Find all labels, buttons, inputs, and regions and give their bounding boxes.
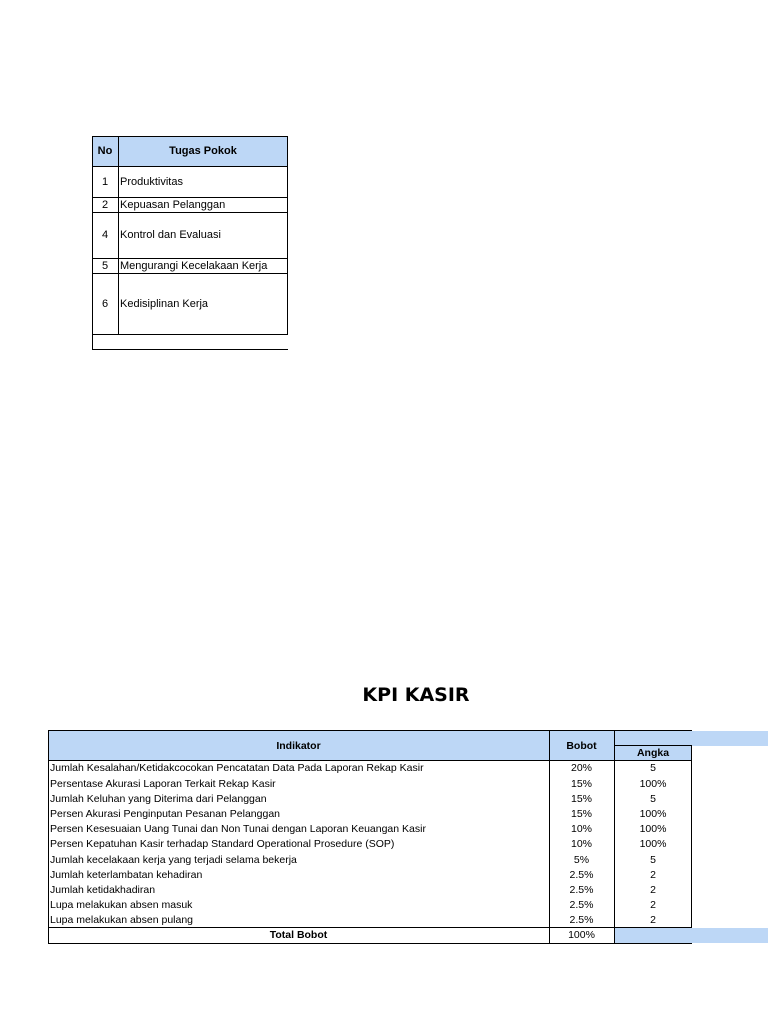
angka-cell: 100%	[639, 807, 667, 820]
bobot-cell: 2.5%	[569, 914, 594, 927]
bobot-cell: 10%	[570, 838, 592, 851]
angka-cell: 2	[650, 868, 656, 881]
row-no: 6	[101, 297, 109, 310]
indikator-cell: Jumlah Kesalahan/Ketidakcocokan Pencatatan Data Pada Laporan Rekap Kasir	[50, 762, 424, 775]
bobot-cell: 15%	[570, 777, 592, 790]
angka-cell: 100%	[639, 823, 667, 836]
angka-cell: 100%	[639, 838, 667, 851]
bobot-cell: 2.5%	[569, 868, 594, 881]
col-header-tugas: Tugas Pokok	[169, 145, 237, 157]
bobot-cell: 2.5%	[569, 899, 594, 912]
row-no: 2	[101, 198, 109, 211]
angka-cell: 5	[650, 792, 656, 805]
bobot-cell: 15%	[570, 807, 592, 820]
col-header-indikator: Indikator	[276, 739, 321, 752]
col-header-bobot: Bobot	[566, 739, 597, 752]
row-tugas: Kedisiplinan Kerja	[120, 297, 209, 310]
angka-cell: 2	[650, 883, 656, 896]
total-label: Total Bobot	[269, 929, 328, 942]
row-tugas: Mengurangi Kecelakaan Kerja	[120, 259, 268, 272]
angka-cell: 100%	[639, 777, 667, 790]
bobot-cell: 5%	[573, 853, 590, 866]
total-bobot: 100%	[568, 929, 595, 942]
bobot-cell: 15%	[570, 792, 592, 805]
indikator-cell: Jumlah kecelakaan kerja yang terjadi selama bekerja	[50, 853, 297, 866]
bobot-cell: 10%	[570, 823, 592, 836]
row-no: 1	[101, 175, 109, 188]
indikator-cell: Jumlah ketidakhadiran	[50, 883, 156, 896]
angka-cell: 5	[650, 853, 656, 866]
bobot-cell: 20%	[570, 762, 592, 775]
tugas-grid-lines	[0, 0, 768, 400]
col-header-no: No	[97, 145, 113, 157]
indikator-cell: Lupa melakukan absen masuk	[50, 899, 193, 912]
indikator-cell: Jumlah keterlambatan kehadiran	[50, 868, 203, 881]
row-tugas: Produktivitas	[120, 175, 183, 188]
angka-cell: 2	[650, 914, 656, 927]
row-no: 4	[101, 229, 109, 241]
angka-cell: 2	[650, 899, 656, 912]
indikator-cell: Persentase Akurasi Laporan Terkait Rekap Kasir	[50, 777, 276, 790]
row-tugas: Kontrol dan Evaluasi	[120, 229, 221, 241]
row-tugas: Kepuasan Pelanggan	[120, 198, 226, 211]
col-header-angka: Angka	[636, 747, 670, 760]
indikator-cell: Lupa melakukan absen pulang	[50, 914, 194, 927]
kpi-grid-lines	[0, 700, 768, 960]
bobot-cell: 2.5%	[569, 883, 594, 896]
indikator-cell: Persen Kepatuhan Kasir terhadap Standard Operational Prosedure (SOP)	[50, 838, 395, 851]
indikator-cell: Persen Kesesuaian Uang Tunai dan Non Tunai dengan Laporan Keuangan Kasir	[50, 823, 426, 836]
angka-cell: 5	[650, 762, 656, 775]
kpi-title: KPI KASIR	[362, 684, 470, 706]
row-no: 5	[101, 259, 109, 272]
indikator-cell: Jumlah Keluhan yang Diterima dari Pelanggan	[50, 792, 267, 805]
indikator-cell: Persen Akurasi Penginputan Pesanan Pelanggan	[50, 807, 281, 820]
